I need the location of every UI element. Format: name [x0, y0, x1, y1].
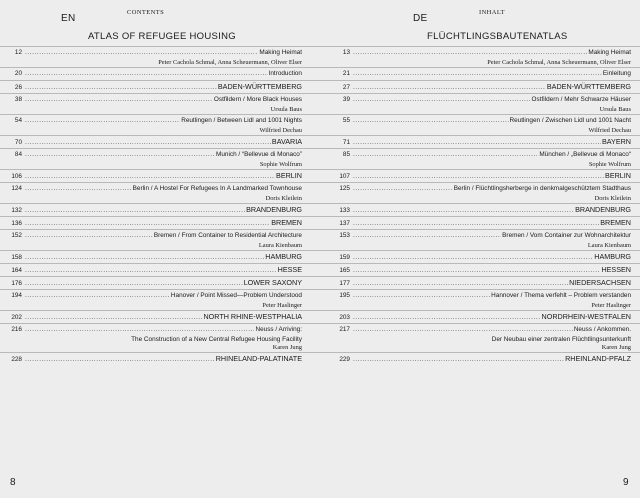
toc-section-title: BREMEN: [600, 218, 631, 227]
toc-page-number: 107: [339, 173, 350, 180]
toc-title: Neuss / Arriving:: [255, 326, 302, 333]
toc-page-number: 70: [14, 139, 22, 146]
toc-entry[interactable]: [320, 229, 640, 250]
toc-line: [0, 204, 320, 216]
toc-page-number: 27: [342, 84, 350, 91]
page-title: FLÜCHTLINGSBAUTENATLAS: [427, 31, 568, 42]
toc-title: Ostfildern / Mehr Schwarze Häuser: [531, 96, 631, 103]
toc-entry[interactable]: [320, 289, 640, 310]
toc-author: Wilfried Dechau: [259, 127, 302, 134]
toc-section-entry[interactable]: [320, 276, 640, 289]
toc-section-title: BREMEN: [271, 218, 302, 227]
toc-page-number: 158: [11, 254, 22, 261]
toc-line: [320, 277, 640, 289]
toc-page-number: 177: [339, 280, 350, 287]
toc-line: [320, 230, 640, 242]
toc-author: Ursula Baus: [270, 106, 302, 113]
toc-line: [320, 324, 640, 336]
toc-entry[interactable]: [320, 182, 640, 203]
toc-section-title: RHINELAND-PALATINATE: [215, 354, 302, 363]
toc-author: Peter Haslinger: [262, 302, 302, 309]
page-number: 9: [623, 477, 629, 488]
toc-line: [0, 81, 320, 93]
toc-section-title: BAVARIA: [271, 137, 302, 146]
dot-leader: [25, 324, 254, 336]
toc-page-number: 176: [11, 280, 22, 287]
toc-section-entry[interactable]: [320, 352, 640, 365]
toc-entry[interactable]: [0, 229, 320, 250]
dot-leader: [353, 94, 531, 106]
toc-line: [0, 311, 320, 323]
toc-line: [0, 47, 320, 59]
toc-entry[interactable]: [0, 114, 320, 135]
toc-page-number: 21: [342, 70, 350, 77]
toc-page-number: 39: [342, 96, 350, 103]
dot-leader: [353, 115, 509, 127]
toc-line: [0, 290, 320, 302]
toc-page-number: 124: [11, 185, 22, 192]
toc-section-title: LOWER SAXONY: [243, 278, 302, 287]
toc-page-number: 106: [11, 173, 22, 180]
toc-entry[interactable]: [0, 67, 320, 80]
toc-author: Laura Kienbaum: [587, 242, 631, 249]
toc-title-continuation: Der Neubau einer zentralen Flüchtlingsunterkunft: [491, 336, 631, 343]
toc-line: [0, 324, 320, 336]
toc-title: Ostfildern / More Black Houses: [213, 96, 302, 103]
toc-line: [320, 204, 640, 216]
toc-section-entry[interactable]: [320, 169, 640, 182]
toc-section-title: BRANDENBURG: [246, 205, 302, 214]
toc-section-entry[interactable]: [320, 203, 640, 216]
toc-section-title: RHEINLAND-PFALZ: [565, 354, 631, 363]
toc-title: Making Heimat: [259, 49, 302, 56]
dot-leader: [353, 47, 587, 59]
toc-page-number: 164: [11, 267, 22, 274]
toc-section-entry[interactable]: [0, 352, 320, 365]
toc-line: [320, 183, 640, 195]
toc-page-number: 85: [342, 151, 350, 158]
toc-author: Karen Jung: [272, 344, 302, 351]
dot-leader: [353, 183, 453, 195]
toc-section-title: BRANDENBURG: [575, 205, 631, 214]
toc-entry[interactable]: [320, 46, 640, 67]
toc-title: Reutlingen / Zwischen Lidl und 1001 Nacht: [509, 117, 631, 124]
toc-list: [320, 46, 640, 365]
toc-page-number: 153: [339, 232, 350, 239]
toc-entry[interactable]: [0, 148, 320, 169]
toc-line: [0, 115, 320, 127]
dot-leader: [25, 149, 215, 161]
toc-line: [0, 251, 320, 263]
toc-title: Bremen / From Container to Residential Architecture: [153, 232, 302, 239]
toc-line: [0, 68, 320, 80]
toc-title: Munich / “Bellevue di Monaco”: [216, 151, 302, 158]
toc-author: Peter Haslinger: [591, 302, 631, 309]
toc-section-entry[interactable]: [0, 216, 320, 229]
toc-section-entry[interactable]: [0, 80, 320, 93]
toc-section-entry[interactable]: [0, 169, 320, 182]
toc-line: [320, 170, 640, 182]
toc-line: [320, 264, 640, 276]
toc-section-title: NORDRHEIN-WESTFALEN: [541, 312, 631, 321]
toc-section-entry[interactable]: [0, 263, 320, 276]
toc-page-number: 133: [339, 207, 350, 214]
toc-section-title: BAYERN: [601, 137, 631, 146]
toc-line: [0, 217, 320, 229]
toc-line: [320, 47, 640, 59]
toc-line: [320, 217, 640, 229]
dot-leader: [25, 68, 268, 80]
dot-leader: [353, 230, 501, 242]
toc-section-title: BERLIN: [605, 171, 631, 180]
toc-line: [320, 115, 640, 127]
toc-line: [0, 264, 320, 276]
toc-author: Peter Cachola Schmal, Anna Scheuermann, Oliver Elser: [487, 59, 631, 66]
dot-leader: [25, 230, 153, 242]
dot-leader: [25, 115, 180, 127]
toc-author: Laura Kienbaum: [258, 242, 302, 249]
toc-line: [0, 353, 320, 365]
toc-page-number: 229: [339, 356, 350, 363]
toc-line: [0, 183, 320, 195]
toc-title: Reutlingen / Between Lidl and 1001 Nights: [181, 117, 302, 124]
toc-entry[interactable]: [320, 67, 640, 80]
toc-line: [0, 277, 320, 289]
toc-page-number: 194: [11, 292, 22, 299]
toc-page-number: 228: [11, 356, 22, 363]
toc-title: Neuss / Ankommen.: [573, 326, 631, 333]
contents-label: INHALT: [479, 9, 505, 16]
toc-title-continuation: The Construction of a New Central Refugee Housing Facility: [131, 336, 302, 343]
toc-entry[interactable]: [0, 93, 320, 114]
toc-page-number: 132: [11, 207, 22, 214]
toc-title: Einleitung: [602, 70, 631, 77]
toc-line: [320, 290, 640, 302]
toc-list: [0, 46, 320, 365]
toc-author: Sophie Wolfrum: [588, 161, 631, 168]
toc-title: Berlin / A Hostel For Refugees In A Landmarked Townhouse: [132, 185, 302, 192]
toc-entry[interactable]: [0, 323, 320, 352]
toc-section-entry[interactable]: [0, 276, 320, 289]
toc-section-title: BADEN-WÜRTTEMBERG: [546, 82, 631, 91]
toc-entry[interactable]: [0, 182, 320, 203]
toc-section-title: NIEDERSACHSEN: [569, 278, 631, 287]
toc-page-number: 12: [14, 49, 22, 56]
toc-page-number: 165: [339, 267, 350, 274]
dot-leader: [25, 354, 215, 366]
toc-line: [320, 136, 640, 148]
dot-leader: [353, 324, 573, 336]
toc-page-number: 38: [14, 96, 22, 103]
toc-author: Ursula Baus: [599, 106, 631, 113]
toc-title: Hannover / Thema verfehlt – Problem verstanden: [491, 292, 631, 299]
toc-section-title: BADEN-WÜRTTEMBERG: [217, 82, 302, 91]
toc-section-title: HAMBURG: [594, 252, 631, 261]
page-number: 8: [10, 477, 16, 488]
toc-page-number: 195: [339, 292, 350, 299]
toc-title: Making Heimat: [588, 49, 631, 56]
toc-section-entry[interactable]: [320, 80, 640, 93]
toc-entry[interactable]: [320, 323, 640, 352]
dot-leader: [25, 47, 258, 59]
dot-leader: [353, 68, 602, 80]
toc-line: [320, 94, 640, 106]
toc-author: Doris Kleilein: [265, 195, 302, 202]
toc-page-number: 159: [339, 254, 350, 261]
page-title: ATLAS OF REFUGEE HOUSING: [88, 31, 236, 42]
toc-page-number: 152: [11, 232, 22, 239]
toc-page-number: 203: [339, 314, 350, 321]
toc-page-number: 125: [339, 185, 350, 192]
toc-section-title: NORTH RHINE-WESTPHALIA: [203, 312, 302, 321]
toc-title: Introduction: [268, 70, 302, 77]
toc-page-number: 71: [342, 139, 350, 146]
contents-label: CONTENTS: [127, 9, 165, 16]
toc-line: [0, 170, 320, 182]
toc-title: München / „Bellevue di Monaco“: [539, 151, 631, 158]
dot-leader: [353, 354, 564, 366]
dot-leader: [25, 183, 132, 195]
toc-entry[interactable]: [320, 148, 640, 169]
toc-section-entry[interactable]: [0, 310, 320, 323]
toc-page-number: 216: [11, 326, 22, 333]
toc-section-title: HESSE: [277, 265, 302, 274]
toc-section-entry[interactable]: [320, 216, 640, 229]
dot-leader: [353, 149, 538, 161]
toc-page-number: 20: [14, 70, 22, 77]
dot-leader: [353, 290, 490, 302]
toc-line: [0, 230, 320, 242]
language-label: EN: [61, 13, 76, 24]
toc-section-entry[interactable]: [0, 135, 320, 148]
toc-line: [320, 81, 640, 93]
toc-section-entry[interactable]: [320, 250, 640, 263]
toc-line: [0, 149, 320, 161]
dot-leader: [25, 94, 213, 106]
toc-line: [320, 353, 640, 365]
toc-line: [320, 311, 640, 323]
toc-section-title: BERLIN: [276, 171, 302, 180]
toc-page-number: 13: [342, 49, 350, 56]
language-label: DE: [413, 13, 428, 24]
toc-title: Hanover / Point Missed—Problem Understood: [170, 292, 302, 299]
toc-author: Wilfried Dechau: [588, 127, 631, 134]
toc-author: Karen Jung: [601, 344, 631, 351]
toc-line: [0, 94, 320, 106]
toc-title: Berlin / Flüchtlingsherberge in denkmalgeschütztem Stadthaus: [453, 185, 631, 192]
toc-page-number: 55: [342, 117, 350, 124]
toc-section-entry[interactable]: [320, 263, 640, 276]
toc-title: Bremen / Vom Container zur Wohnarchitektur: [502, 232, 631, 239]
toc-entry[interactable]: [320, 114, 640, 135]
toc-section-entry[interactable]: [320, 135, 640, 148]
toc-line: [320, 68, 640, 80]
toc-page-number: 26: [14, 84, 22, 91]
toc-line: [320, 251, 640, 263]
toc-author: Peter Cachola Schmal, Anna Scheuermann, Oliver Elser: [158, 59, 302, 66]
toc-author: Sophie Wolfrum: [259, 161, 302, 168]
toc-page-number: 136: [11, 220, 22, 227]
toc-section-entry[interactable]: [0, 203, 320, 216]
toc-section-entry[interactable]: [0, 250, 320, 263]
toc-page-number: 202: [11, 314, 22, 321]
toc-page-number: 217: [339, 326, 350, 333]
toc-line: [320, 149, 640, 161]
toc-section-title: HAMBURG: [265, 252, 302, 261]
toc-entry[interactable]: [0, 289, 320, 310]
dot-leader: [25, 290, 170, 302]
toc-section-title: HESSEN: [601, 265, 631, 274]
toc-page-number: 54: [14, 117, 22, 124]
toc-section-entry[interactable]: [320, 310, 640, 323]
right-page: [320, 0, 640, 498]
toc-author: Doris Kleilein: [594, 195, 631, 202]
toc-line: [0, 136, 320, 148]
toc-page-number: 137: [339, 220, 350, 227]
toc-entry[interactable]: [0, 46, 320, 67]
toc-page-number: 84: [14, 151, 22, 158]
toc-entry[interactable]: [320, 93, 640, 114]
